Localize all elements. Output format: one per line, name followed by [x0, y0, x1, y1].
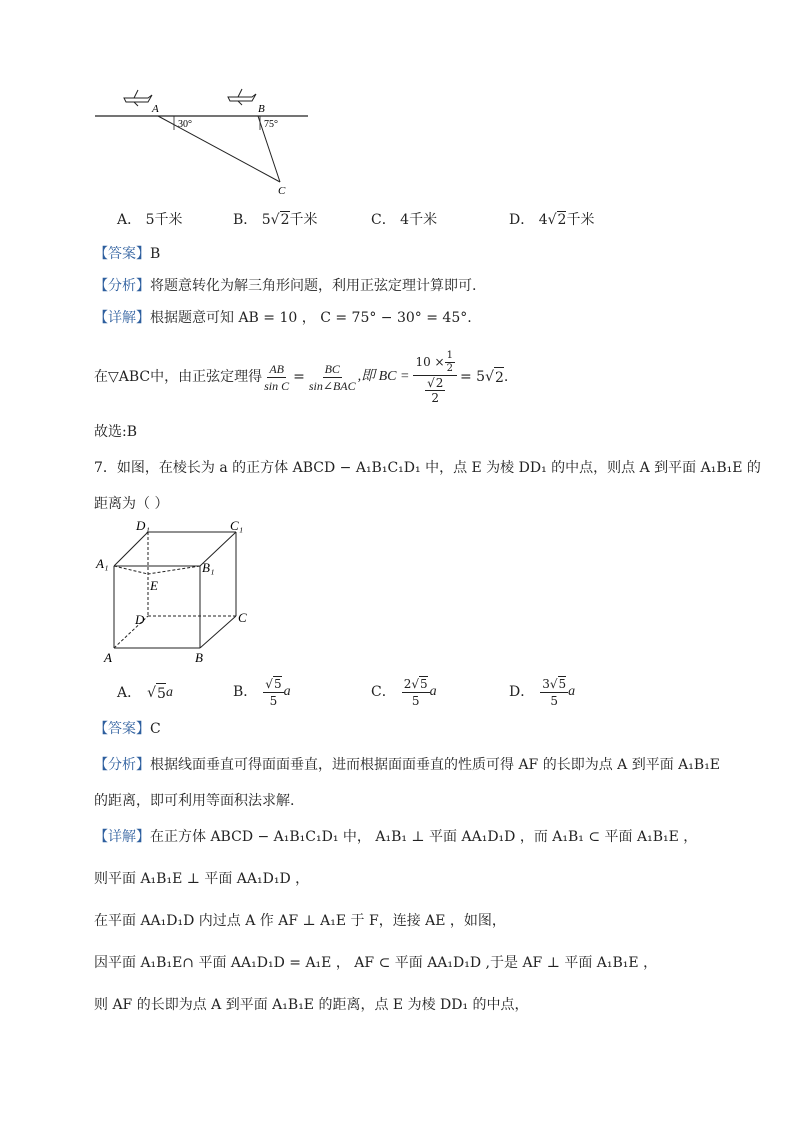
q7-choice-a: A． √ 5 a	[117, 678, 173, 708]
label-c: C	[238, 610, 247, 625]
q7-choice-d: D． $\frac{3√5}{5}$ a	[509, 676, 576, 708]
q6-choice-b: B． 5√2千米	[233, 212, 318, 228]
label-a1: A₁	[96, 556, 109, 571]
label-c1: C₁	[230, 518, 244, 533]
label-b: B	[195, 650, 203, 665]
airplane-icon	[124, 90, 152, 106]
q6-choice-a: A． 5千米	[117, 212, 183, 228]
q7-choice-b: B． $\frac{√5}{5}$ a	[233, 676, 291, 708]
q7-detail-4: 因平面 A₁B₁E∩ 平面 AA₁D₁D = A₁E ， AF ⊂ 平面 AA₁D₁D ,于是 AF ⊥ 平面 A₁B₁E ，	[94, 955, 658, 971]
label-d1: D₁	[136, 518, 150, 533]
point-a-label: A	[152, 103, 159, 115]
airplane-icon	[228, 89, 256, 105]
q6-detail-2: 在▽ABC中，由正弦定理得 $\frac{AB}{\text{sin C}}$ = $\frac{BC}{\text{sin∠BAC}}$ ,即 BC = 10 × $\frac{1}{2}$ √2 2 = 5 √ 2 .	[94, 349, 509, 405]
q7-detail-5: 则 AF 的长即为点 A 到平面 A₁B₁E 的距离，点 E 为棱 DD₁ 的中点，	[94, 997, 529, 1013]
fraction-bc-value: 10 × $\frac{1}{2}$ √2 2	[413, 350, 457, 405]
label-e: E	[150, 578, 158, 593]
fraction-ab-sinc: $\frac{AB}{\text{sin C}}$	[264, 361, 290, 393]
label-b1: B₁	[202, 560, 215, 575]
q7-stem-1: 7．如图，在棱长为 a 的正方体 ABCD − A₁B₁C₁D₁ 中，点 E 为棱 DD₁ 的中点，则点 A 到平面 A₁B₁E 的	[94, 460, 761, 476]
label-d: D	[135, 612, 145, 627]
point-c-label: C	[278, 185, 286, 197]
q7-detail-3: 在平面 AA₁D₁D 内过点 A 作 AF ⊥ A₁E 于 F，连接 AE ，如图，	[94, 913, 506, 929]
q7-answer: 【答案】C	[94, 721, 161, 737]
q7-detail-1: 【详解】在正方体 ABCD − A₁B₁C₁D₁ 中， A₁B₁ ⊥ 平面 AA₁D₁D ，而 A₁B₁ ⊂ 平面 A₁B₁E ，	[94, 829, 698, 845]
fraction-bc-sinbac: $\frac{BC}{\text{sin∠BAC}}$	[308, 361, 356, 393]
q6-detail-1: 【详解】根据题意可知 AB = 10 ， C = 75° − 30° = 45°.	[94, 310, 472, 326]
q7-choice-c: C． $\frac{2√5}{5}$ a	[371, 676, 437, 708]
q6-analysis: 【分析】将题意转化为解三角形问题，利用正弦定理计算即可.	[94, 278, 477, 294]
q7-analysis-2: 的距离，即可利用等面积法求解.	[94, 793, 295, 809]
cube-figure	[92, 516, 262, 668]
plane-triangle-figure	[90, 82, 320, 200]
q6-choice-d: D． 4√2千米	[509, 212, 595, 228]
q7-detail-2: 则平面 A₁B₁E ⊥ 平面 AA₁D₁D ，	[94, 871, 310, 887]
label-a: A	[104, 650, 112, 665]
point-b-label: B	[258, 103, 265, 115]
q7-analysis-1: 【分析】根据线面垂直可得面面垂直，进而根据面面垂直的性质可得 AF 的长即为点 A 到平面 A₁B₁E	[94, 757, 721, 773]
q6-conclusion: 故选:B	[94, 424, 138, 440]
q6-answer: 【答案】B	[94, 246, 161, 262]
angle-b-label: 75°	[264, 119, 278, 130]
q7-stem-2: 距离为（ ）	[94, 496, 169, 512]
angle-a-label: 30°	[178, 119, 192, 130]
q6-choice-c: C． 4千米	[371, 212, 438, 228]
